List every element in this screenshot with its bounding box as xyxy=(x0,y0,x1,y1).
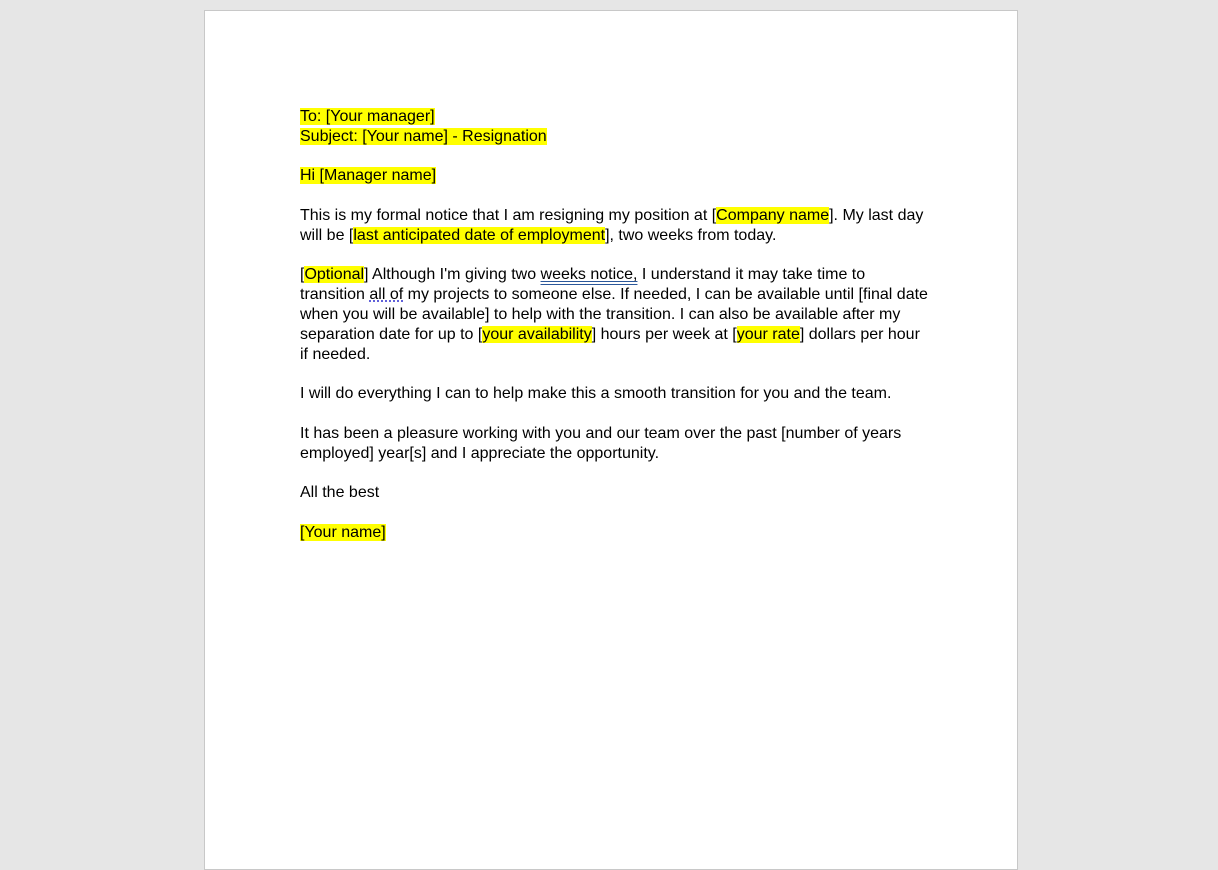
transition-paragraph: I will do everything I can to help make this a smooth transition for you and the team. xyxy=(300,385,892,403)
optional-text-e: ] dollars per hour if needed. xyxy=(300,325,920,363)
notice-text-a: This is my formal notice that I am resigning my position at [ xyxy=(300,206,717,224)
greeting-paragraph xyxy=(300,166,932,186)
company-name-placeholder: Company name xyxy=(716,206,830,224)
optional-text-d: ] hours per week at [ xyxy=(591,325,737,343)
optional-text-a: ] Although I'm giving two xyxy=(364,266,541,284)
optional-text-c: my projects to someone else. If needed, I can be available until [final date when you will be available] to help with the transition. I can also be available after my separation date for up to [ xyxy=(300,286,928,343)
weeks-notice-grammar-mark[interactable]: weeks notice, xyxy=(540,266,638,284)
appreciation-paragraph: It has been a pleasure working with you and our team over the past [number of years employed] year[s] and I appreciate the opportunity. xyxy=(300,424,902,462)
rate-placeholder: your rate xyxy=(736,325,800,343)
signature-paragraph xyxy=(300,523,932,543)
document-page[interactable] xyxy=(204,10,1018,870)
all-of-style-mark[interactable]: all of xyxy=(369,286,404,304)
letter-body[interactable] xyxy=(300,107,932,562)
to-line: To: [Your manager] xyxy=(300,108,435,125)
closing-line: All the best xyxy=(300,484,380,502)
optional-placeholder: Optional xyxy=(304,266,365,284)
greeting-line: Hi [Manager name] xyxy=(300,167,437,185)
optional-paragraph xyxy=(300,265,932,364)
availability-placeholder: your availability xyxy=(482,325,592,343)
notice-text-b: ]. My last day will be [ xyxy=(300,206,924,244)
optional-text-b: I understand it may take time to transition xyxy=(300,266,866,304)
subject-line: Subject: [Your name] - Resignation xyxy=(300,127,547,145)
last-date-placeholder: last anticipated date of employment xyxy=(353,226,606,244)
notice-paragraph xyxy=(300,206,932,246)
notice-text-c: ], two weeks from today. xyxy=(605,226,777,244)
signature-placeholder: [Your name] xyxy=(300,523,386,541)
letter-header xyxy=(300,107,932,147)
optional-bracket-open: [ xyxy=(300,266,305,284)
